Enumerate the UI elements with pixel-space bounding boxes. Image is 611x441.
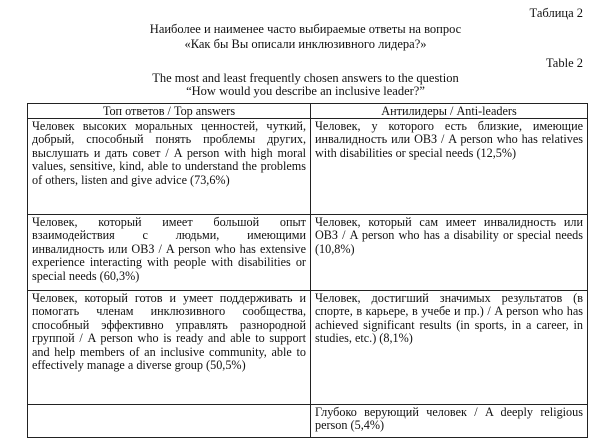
anti-leader-cell: Человек, достигший значимых результатов (в спорте, в карьере, в учебе и пр.) / A person who has achieved significant results (in sports, in a career, in studies, etc.) (8,1%) — [311, 291, 588, 405]
table-row — [28, 215, 588, 291]
table-title-ru-line2: «Как бы Вы описали инклюзивного лидера?» — [184, 37, 427, 51]
answers-table — [27, 103, 588, 438]
header-anti-leaders: Антилидеры / Anti-leaders — [311, 104, 588, 119]
anti-leader-cell: Глубоко верующий человек / A deeply religious person (5,4%) — [311, 405, 588, 438]
table-label-ru: Таблица 2 — [529, 6, 583, 20]
table-header-row — [28, 104, 588, 119]
table-label-en: Table 2 — [546, 56, 583, 70]
table-title-en-line2: “How would you describe an inclusive leader?” — [186, 84, 425, 98]
table-row — [28, 405, 588, 438]
table-row — [28, 291, 588, 405]
table-title-en-line1: The most and least frequently chosen answers to the question — [152, 71, 459, 85]
top-answer-cell: Человек, который готов и умеет поддерживать и помогать членам инклюзивного сообщества, способный эффективно управлять разнородной группой / A person who is ready and able to support and help members of an inclusive community, able to effectively manage a diverse group (50,5%) — [28, 291, 311, 405]
header-top-answers: Топ ответов / Top answers — [28, 104, 311, 119]
top-answer-cell: Человек высоких моральных ценностей, чуткий, добрый, способный понять проблемы других, выслушать и дать совет / A person with high moral values, sensitive, kind, able to understand the problems of others, listen and give advice (73,6%) — [28, 119, 311, 215]
table-title-ru-line1: Наиболее и наименее часто выбираемые ответы на вопрос — [149, 22, 462, 36]
table-title-en — [0, 72, 611, 98]
top-answer-cell-empty — [28, 405, 311, 438]
table-row — [28, 119, 588, 215]
table-title-ru — [0, 22, 611, 52]
anti-leader-cell: Человек, у которого есть близкие, имеющие инвалидность или ОВЗ / A person who has relatives with disabilities or special needs (12,5%) — [311, 119, 588, 215]
top-answer-cell: Человек, который имеет большой опыт взаимодействия с людьми, имеющими инвалидность или ОВЗ / A person who has extensive experience interacting with people with disabilities or special needs (60,3%) — [28, 215, 311, 291]
anti-leader-cell: Человек, который сам имеет инвалидность или ОВЗ / A person who has a disability or special needs (10,8%) — [311, 215, 588, 291]
